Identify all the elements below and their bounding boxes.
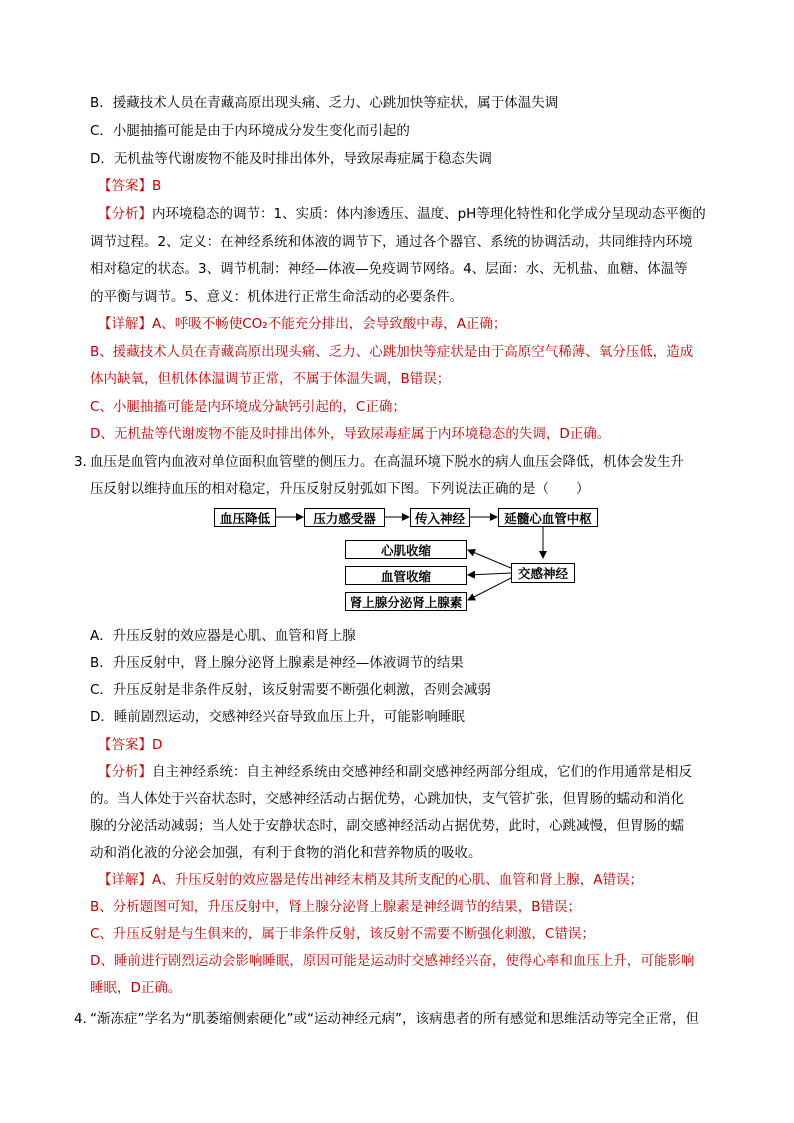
q3-detail-line-3: C、升压反射是与生俱来的，属于非条件反射，该反射不需要不断强化刺激，C错误； xyxy=(90,926,595,942)
q3-analysis-line-1 xyxy=(98,758,738,786)
q3-detail-line-1 xyxy=(98,866,738,894)
detail-text: A、升压反射的效应器是传出神经末梢及其所支配的心肌、血管和肾上腺，A错误； xyxy=(152,872,643,888)
q2-option-c: C．小腿抽搐可能是由于内环境成分发生变化而引起的 xyxy=(90,123,410,139)
q3-analysis-line-3: 腺的分泌活动减弱；当人处于安静状态时，副交感神经活动占据优势，此时，心跳减慢，但胃肠的蠕 xyxy=(90,818,684,834)
box-adrenal-secretion: 肾上腺分泌肾上腺素 xyxy=(345,592,467,611)
q2-option-b: B．援藏技术人员在青藏高原出现头痛、乏力、心跳加快等症状，属于体温失调 xyxy=(90,95,559,111)
q3-analysis-line-4: 动和消化液的分泌会加强，有利于食物的消化和营养物质的吸收。 xyxy=(90,845,482,861)
q3-option-a: A．升压反射的效应器是心肌、血管和肾上腺 xyxy=(90,628,356,644)
q3-analysis-line-2: 的。当人体处于兴奋状态时，交感神经活动占据优势，心跳加快，支气管扩张，但胃肠的蠕动和消化 xyxy=(90,791,684,807)
q3-stem-line-1: 血压是血管内血液对单位面积血管壁的侧压力。在高温环境下脱水的病人血压会降低，机体会发生升 xyxy=(90,454,684,470)
answer-tag: 【答案】 xyxy=(98,737,152,753)
detail-text: A、呼吸不畅使CO₂不能充分排出，会导致酸中毒，A正确； xyxy=(152,316,507,332)
q2-analysis-line-3: 相对稳定的状态。3、调节机制：神经—体液—免疫调节网络。4、层面：水、无机盐、血糖、体温等 xyxy=(90,261,688,277)
box-myocardial-contraction: 心肌收缩 xyxy=(345,540,467,559)
answer-value: B xyxy=(152,178,162,194)
q3-detail-line-2: B、分析题图可知，升压反射中，肾上腺分泌肾上腺素是神经调节的结果，B错误； xyxy=(90,899,582,915)
q3-detail-line-4: D、睡前进行剧烈运动会影响睡眠，原因可能是运动时交感神经兴奋，使得心率和血压上升，可能影响 xyxy=(90,953,695,969)
analysis-tag: 【分析】 xyxy=(98,206,152,222)
analysis-text: 内环境稳态的调节：1、实质：体内渗透压、温度、pH等理化特性和化学成分呈现动态平衡的 xyxy=(152,206,706,222)
q2-detail-line-4: C、小腿抽搐可能是内环境成分缺钙引起的，C正确； xyxy=(90,399,406,415)
box-sympathetic-nerve: 交感神经 xyxy=(511,563,575,583)
answer-tag: 【答案】 xyxy=(98,178,152,194)
q2-detail-line-3: 体内缺氧，但机体体温调节正常，不属于体温失调，B错误； xyxy=(90,371,451,387)
box-afferent-nerve: 传入神经 xyxy=(410,508,470,527)
answer-value: D xyxy=(152,737,163,753)
q3-option-d: D．睡前剧烈运动，交感神经兴奋导致血压上升，可能影响睡眠 xyxy=(90,709,465,725)
q3-option-b: B．升压反射中，肾上腺分泌肾上腺素是神经—体液调节的结果 xyxy=(90,655,464,671)
q3-stem-line-2: 压反射以维持血压的相对稳定，升压反射反射弧如下图。下列说法正确的是（ ） xyxy=(90,481,590,497)
box-vasoconstriction: 血管收缩 xyxy=(345,566,467,585)
box-medulla-center: 延髓心血管中枢 xyxy=(498,508,598,527)
q2-option-d: D．无机盐等代谢废物不能及时排出体外，导致尿毒症属于稳态失调 xyxy=(90,151,492,167)
analysis-text: 自主神经系统：自主神经系统由交感神经和副交感神经两部分组成，它们的作用通常是相反 xyxy=(152,764,692,780)
q3-option-c: C．升压反射是非条件反射，该反射需要不断强化刺激，否则会减弱 xyxy=(90,682,491,698)
q3-number: 3． xyxy=(74,454,97,470)
box-baroreceptor: 压力感受器 xyxy=(304,508,385,527)
q4-number: 4． xyxy=(74,1011,97,1027)
q3-answer xyxy=(98,731,738,759)
q2-analysis-line-4: 的平衡与调节。5、意义：机体进行正常生命活动的必要条件。 xyxy=(90,289,464,305)
detail-tag: 【详解】 xyxy=(98,872,152,888)
q2-detail-line-2: B、援藏技术人员在青藏高原出现头痛、乏力、心跳加快等症状是由于高原空气稀薄、氧分压低，造成 xyxy=(90,344,694,360)
box-blood-pressure-drop: 血压降低 xyxy=(214,508,276,527)
q2-analysis-line-2: 调节过程。2、定义：在神经系统和体液的调节下，通过各个器官、系统的协调活动，共同维持内环境 xyxy=(90,234,693,250)
q2-detail-line-5: D、无机盐等代谢废物不能及时排出体外，导致尿毒症属于内环境稳态的失调，D正确。 xyxy=(90,426,611,442)
q4-stem-line-1: “渐冻症”学名为“肌萎缩侧索硬化”或“运动神经元病”，该病患者的所有感觉和思维活动等完全正常，但 xyxy=(90,1011,699,1027)
analysis-tag: 【分析】 xyxy=(98,764,152,780)
q3-detail-line-5: 睡眠，D正确。 xyxy=(90,980,182,996)
detail-tag: 【详解】 xyxy=(98,316,152,332)
